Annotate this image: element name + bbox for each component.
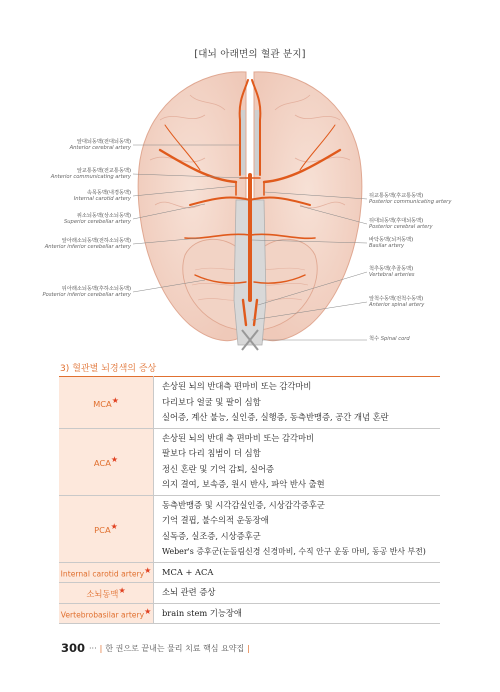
label-posterior-cerebral-artery: 뒤대뇌동맥(후대뇌동맥) Posterior cerebral artery	[369, 218, 433, 231]
label-posterior-communicating-artery: 뒤교통동맥(후교통동맥) Posterior communicating artery	[369, 193, 452, 206]
label-anterior-spinal-artery: 앞척수동맥(전척수동맥) Anterior spinal artery	[369, 296, 425, 309]
row-values: 소뇌 관련 증상	[154, 583, 441, 604]
section-title-text: 혈관별 뇌경색의 증상	[72, 364, 157, 374]
label-anterior-cerebral-artery: 앞대뇌동맥(전대뇌동맥) Anterior cerebral artery	[69, 139, 131, 152]
symptoms-table	[59, 376, 440, 624]
label-spinal-cord: 척수 Spinal cord	[369, 336, 410, 342]
row-values: 동측반맹증 및 시각감실인증, 시상감각증후군 기억 결핍, 불수의적 운동장애 실독증, 실조증, 시상증후군 Weber's 증후군(눈돌림신경 신경마비, 수직 안구 운동 마비, 동공 반사 부전)	[154, 495, 441, 562]
label-posterior-inferior-cerebellar-artery: 뒤아래소뇌동맥(후하소뇌동맥) Posterior inferior cerebellar artery	[42, 286, 131, 299]
table-row	[59, 583, 440, 604]
figure-title: [대뇌 아래면의 혈관 분지]	[194, 49, 306, 60]
row-values: MCA + ACA	[154, 562, 441, 583]
row-key: PCA★	[59, 495, 154, 562]
label-internal-carotid-artery: 속목동맥(내경동맥) Internal carotid artery	[73, 190, 131, 203]
page-footer: 300 ··· | 한 권으로 끝내는 물리 치료 핵심 요약집 |	[61, 641, 250, 655]
label-anterior-communicating-artery: 앞교통동맥(전교통동맥) Anterior communicating artery	[50, 168, 131, 181]
table-row	[59, 377, 440, 429]
label-vertebral-arteries: 척추동맥(추골동맥) Vertebral arteries	[369, 266, 415, 279]
table-row	[59, 603, 440, 624]
row-values: 손상된 뇌의 반대 측 편마비 또는 감각마비 팔보다 다리 침범이 더 심함 정신 혼란 및 기억 감퇴, 실어증 의지 결여, 보속증, 원시 반사, 파악 반사 출현	[154, 428, 441, 495]
row-key: ACA★	[59, 428, 154, 495]
footer-dots: ···	[89, 644, 97, 653]
book-title: 한 권으로 끝내는 물리 치료 핵심 요약집	[105, 644, 245, 653]
row-values: 손상된 뇌의 반대측 편마비 또는 감각마비 다리보다 얼굴 및 팔이 심함 실어증, 계산 불능, 실인증, 실행증, 동측반맹증, 공간 개념 혼란	[154, 377, 441, 429]
label-basilar-artery: 바닥동맥(뇌저동맥) Basilar artery	[369, 237, 414, 250]
table-row	[59, 428, 440, 495]
page-number: 300	[61, 641, 86, 655]
table-row	[59, 562, 440, 583]
row-key: Vertebrobasilar artery★	[59, 603, 154, 624]
row-values: brain stem 기능장애	[154, 603, 441, 624]
label-anterior-inferior-cerebellar-artery: 앞아래소뇌동맥(전하소뇌동맥) Anterior inferior cerebellar artery	[44, 238, 131, 251]
row-key: MCA★	[59, 377, 154, 429]
label-superior-cerebellar-artery: 위소뇌동맥(상소뇌동맥) Superior cerebellar artery	[63, 213, 131, 226]
table-row	[59, 495, 440, 562]
section-heading	[60, 361, 156, 374]
row-key: Internal carotid artery★	[59, 562, 154, 583]
row-key: 소뇌동맥★	[59, 583, 154, 604]
section-number: 3)	[60, 364, 70, 374]
